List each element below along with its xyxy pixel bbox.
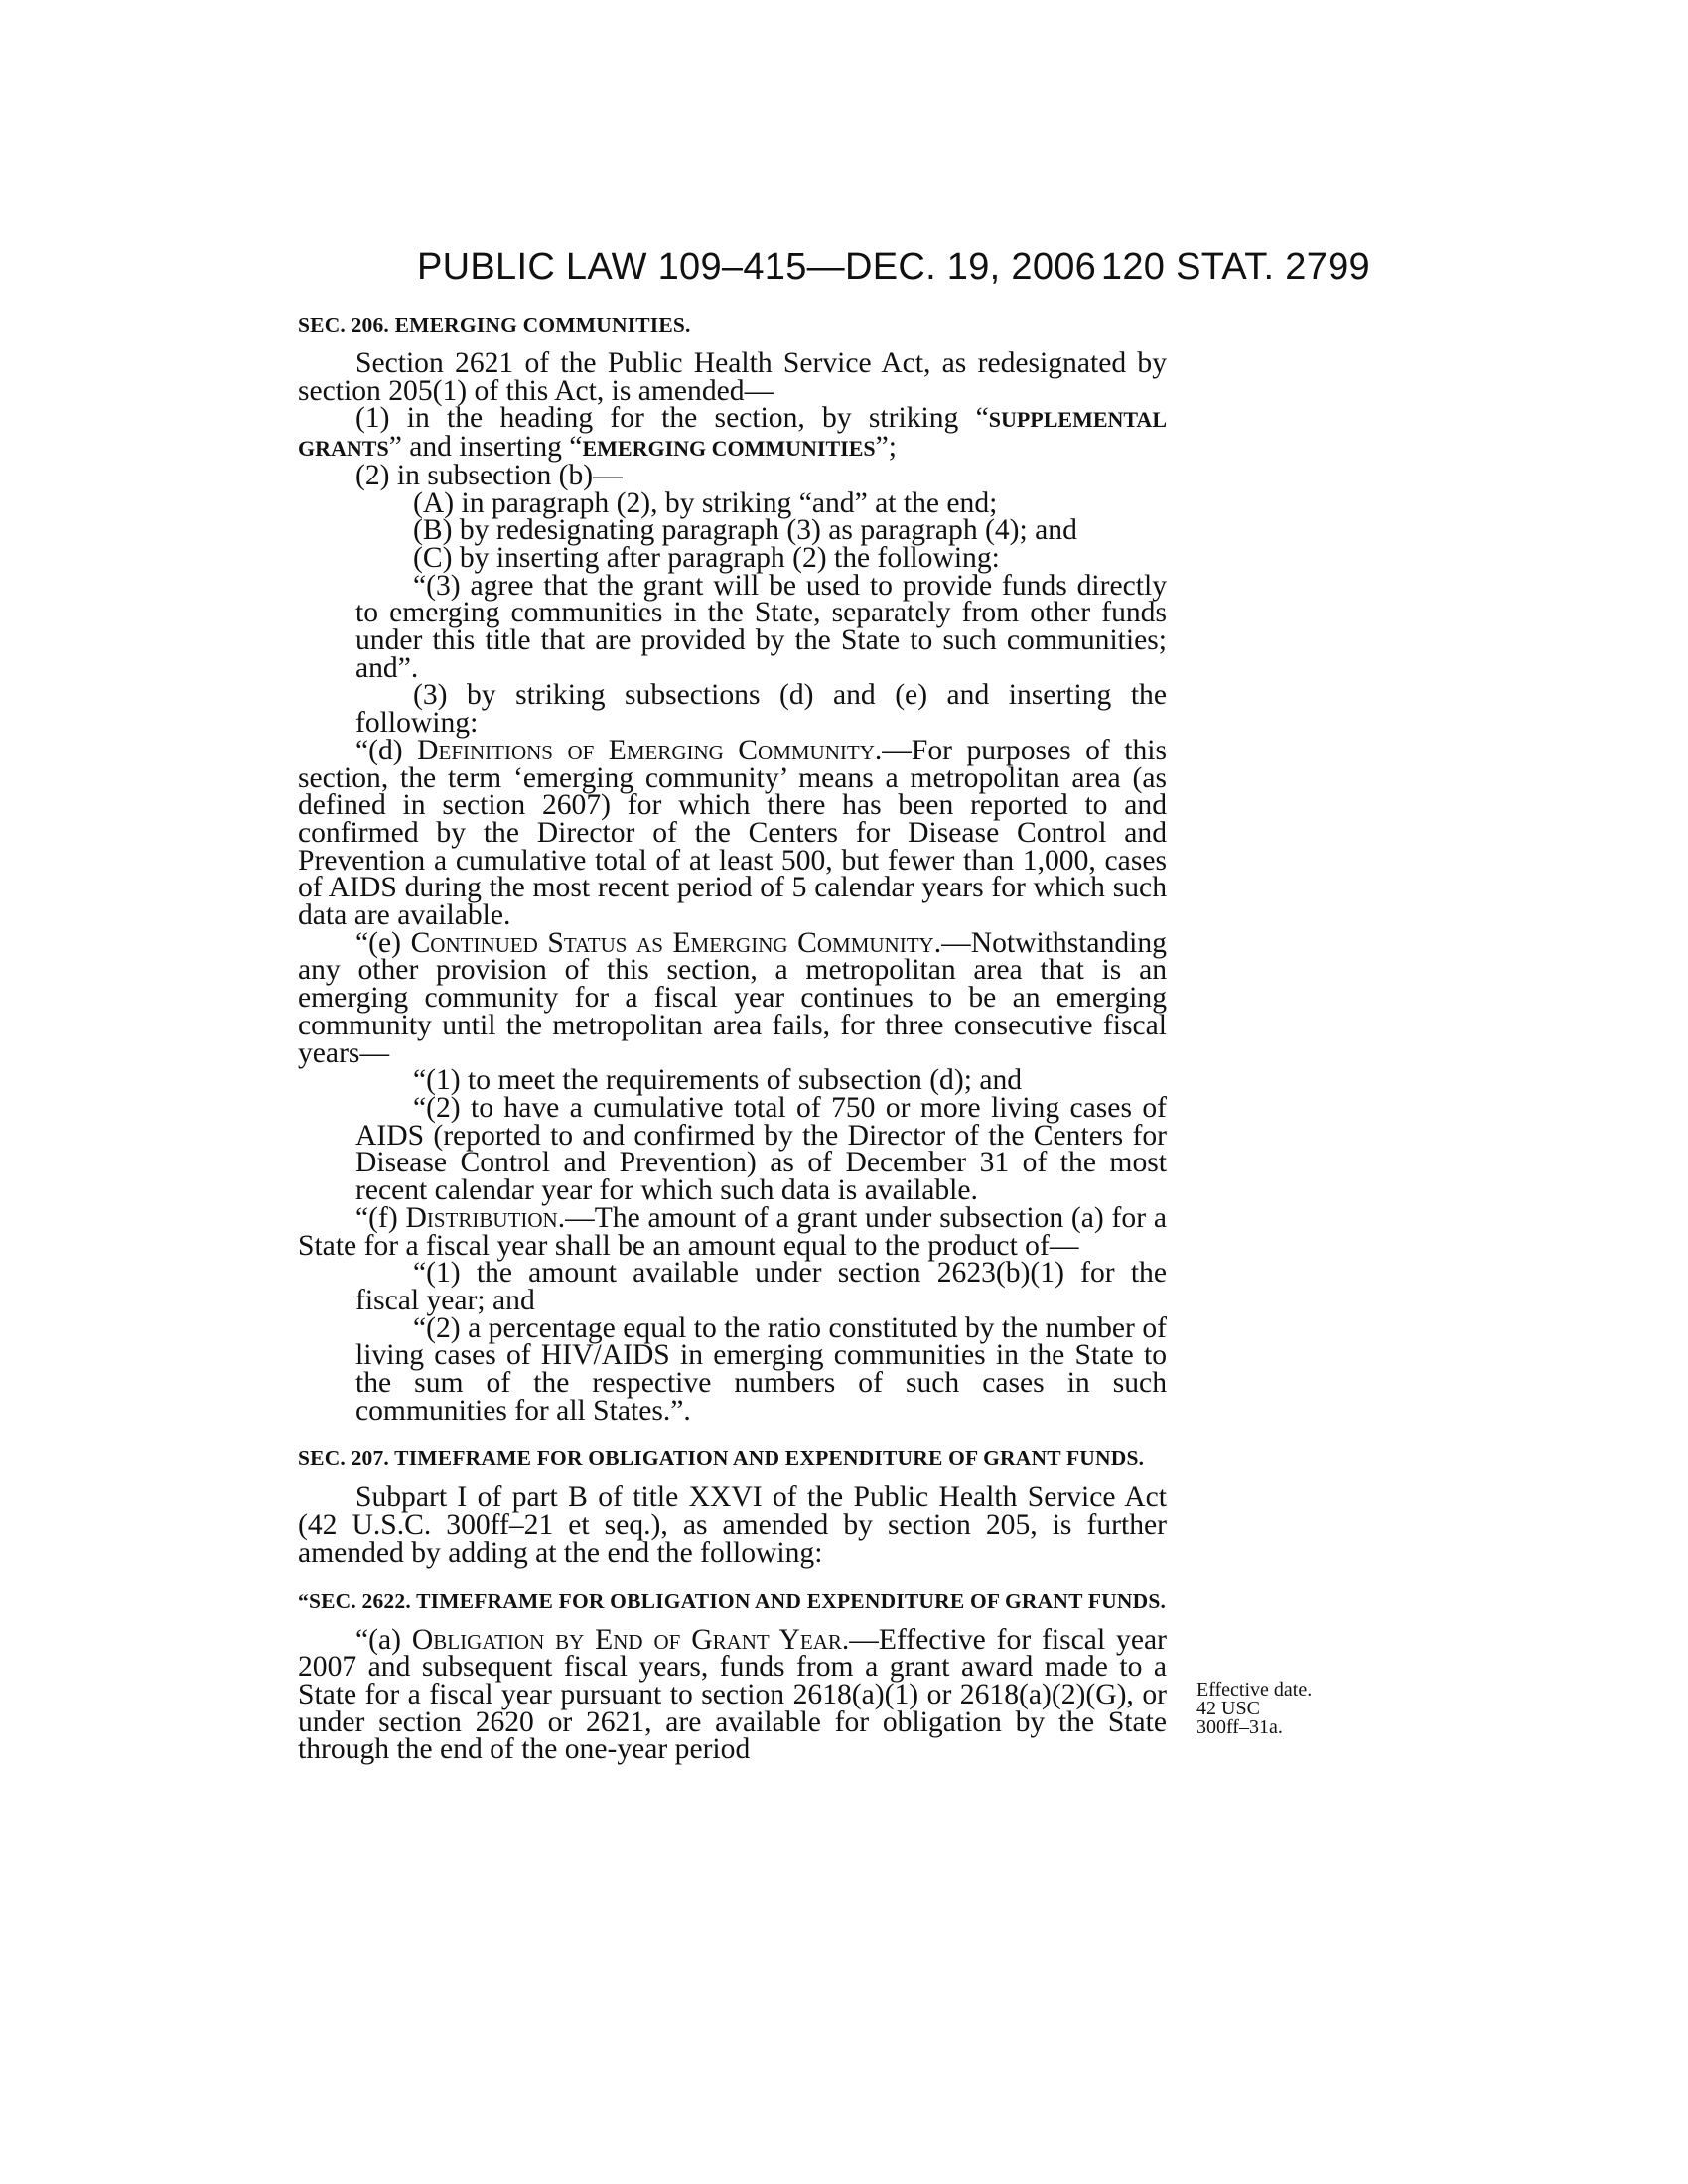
- section-206-para-2B: (B) by redesignating paragraph (3) as paragraph (4); and: [413, 514, 1077, 547]
- margin-note-section: 300ff–31a.: [1196, 1716, 1283, 1738]
- subsection-f-1: “(1) the amount available under section 2623(b)(1) for the fiscal year; and: [355, 1257, 1167, 1316]
- section-206-para-2: (2) in subsection (b)—: [355, 459, 623, 491]
- section-206-para-1: (1) in the heading for the section, by striking “SUPPLEMENTAL GRANTS” and inserting “EMERGING COMMUNITIES”;: [298, 402, 1167, 464]
- section-206-heading: SEC. 206. EMERGING COMMUNITIES.: [298, 313, 691, 337]
- subsection-f: “(f) Distribution.—The amount of a grant under subsection (a) for a State for a fiscal year shall be an amount equal to the product of—: [298, 1201, 1167, 1262]
- section-2622-heading: “SEC. 2622. TIMEFRAME FOR OBLIGATION AND EXPENDITURE OF GRANT FUNDS.: [298, 1588, 1167, 1613]
- header-public-law: PUBLIC LAW 109–415—DEC. 19, 2006: [417, 246, 1097, 288]
- subsection-e-2: “(2) to have a cumulative total of 750 or more living cases of AIDS (reported to and confirmed by the Director of the Centers for Disease Control and Prevention) as of December 31 of the most recent calendar year for which such data is available.: [355, 1091, 1167, 1207]
- header-stat-page: 120 STAT. 2799: [1100, 246, 1370, 288]
- subsection-d: “(d) Definitions of Emerging Community.—For purposes of this section, the term ‘emerging community’ means a metropolitan area (as defined in section 2607) for which there has been reported to and confirmed by the Director of the Centers for Disease Control and Prevention a cumulative total of at least 500, but fewer than 1,000, cases of AIDS during the most recent period of 5 calendar years for which such data are available.: [298, 734, 1168, 932]
- section-207-intro: Subpart I of part B of title XXVI of the Public Health Service Act (42 U.S.C. 300ff–21 et seq.), as amended by section 205, is further amended by adding at the end the following:: [298, 1481, 1167, 1569]
- section-206-para-3: (3) by striking subsections (d) and (e) and inserting the following:: [355, 679, 1167, 740]
- margin-note-usc: 42 USC: [1196, 1698, 1260, 1719]
- running-header: [417, 246, 1370, 296]
- section-207-heading: SEC. 207. TIMEFRAME FOR OBLIGATION AND EXPENDITURE OF GRANT FUNDS.: [298, 1446, 1145, 1471]
- document-body: [298, 313, 1167, 1764]
- margin-note-effective-date: Effective date.: [1196, 1679, 1313, 1701]
- margin-note: [1196, 1681, 1336, 1737]
- subsection-f-2: “(2) a percentage equal to the ratio constituted by the number of living cases of HIV/AIDS in emerging communities in the State to the sum of the respective numbers of such cases in such communities for all States.”.: [355, 1311, 1167, 1427]
- subsection-2622-a: “(a) Obligation by End of Grant Year.—Effective for fiscal year 2007 and subsequent fiscal years, funds from a grant award made to a State for a fiscal year pursuant to section 2618(a)(1) or 2618(a)(2)(G), or under section 2620 or 2621, are available for obligation by the State through the end of the one-year period: [298, 1623, 1167, 1766]
- section-206-intro: Section 2621 of the Public Health Service Act, as redesignated by section 205(1) of this Act, is amended—: [298, 347, 1167, 407]
- subsection-e-1: “(1) to meet the requirements of subsection (d); and: [413, 1064, 1023, 1097]
- quoted-para-3: “(3) agree that the grant will be used to provide funds directly to emerging communities in the State, separately from other funds under this title that are provided by the State to such communities; and”.: [355, 569, 1167, 684]
- subsection-e: “(e) Continued Status as Emerging Community.—Notwithstanding any other provision of this section, a metropolitan area that is an emerging community for a fiscal year continues to be an emerging community until the metropolitan area fails, for three consecutive fiscal years—: [298, 926, 1167, 1069]
- section-206-para-2A: (A) in paragraph (2), by striking “and” at the end;: [413, 486, 998, 519]
- section-206-para-2C: (C) by inserting after paragraph (2) the following:: [413, 541, 1000, 574]
